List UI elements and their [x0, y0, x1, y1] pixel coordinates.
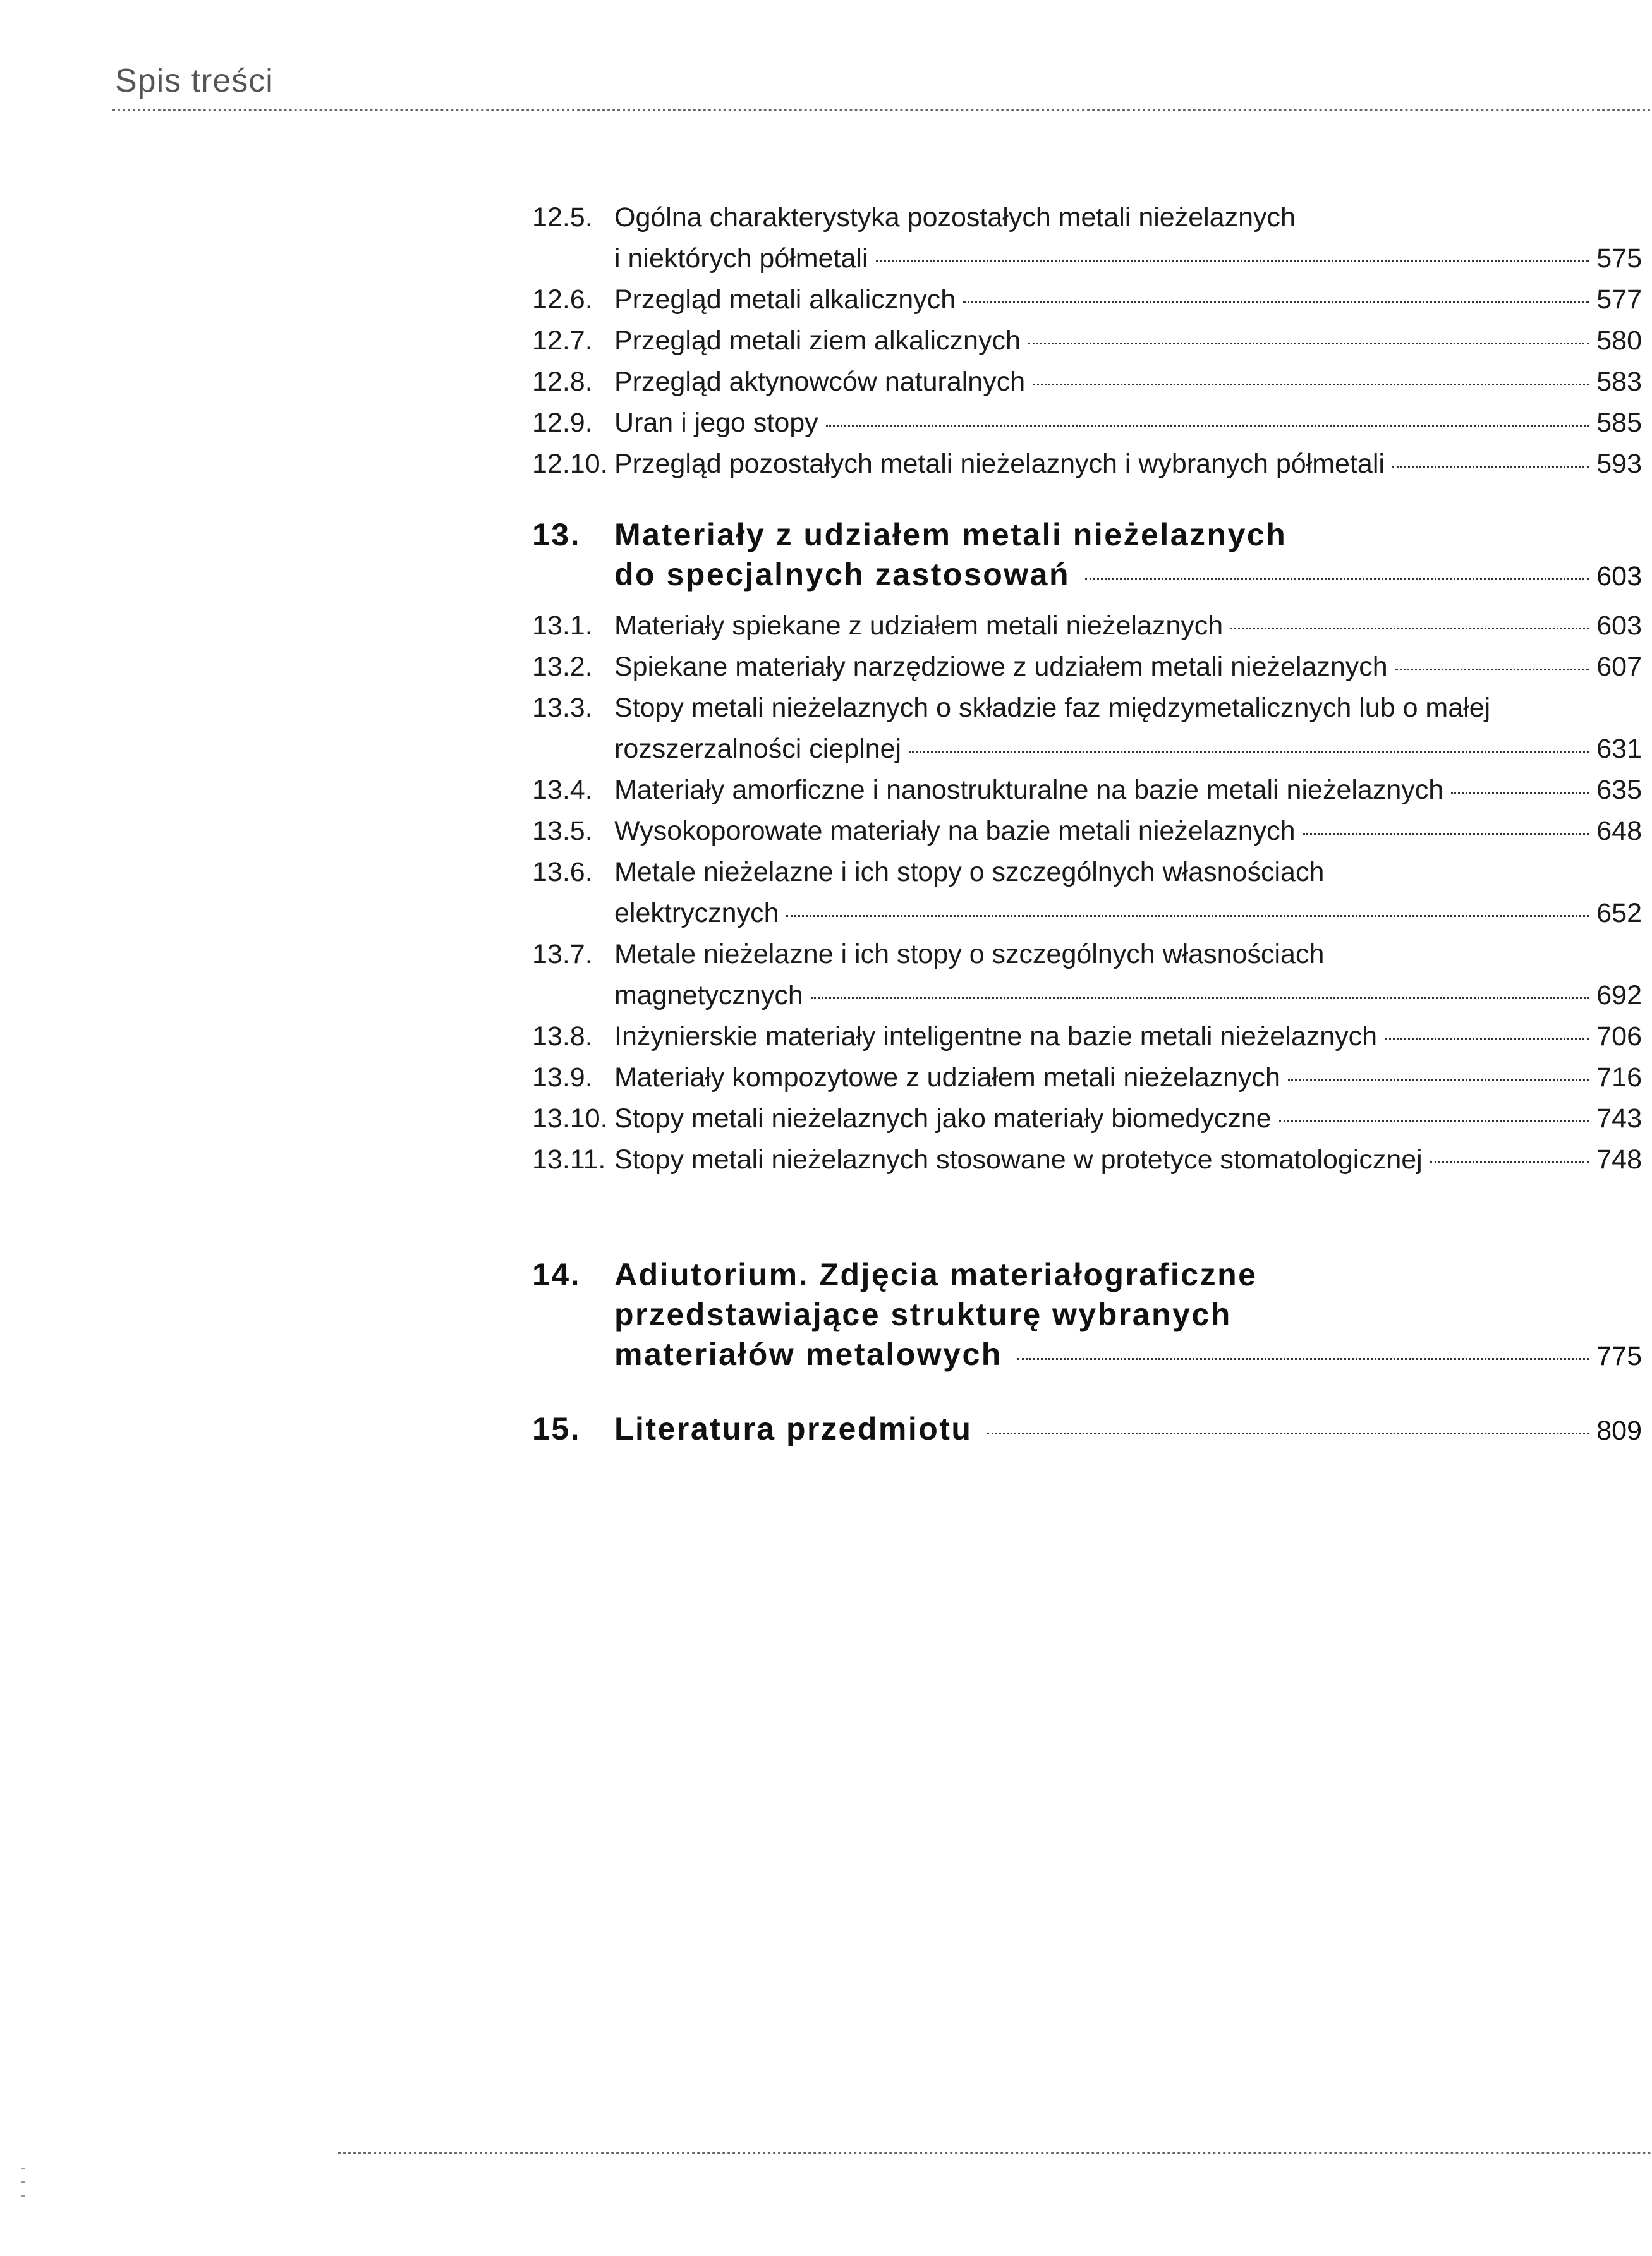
table-of-contents [532, 197, 1642, 1451]
dot-leader [1385, 1038, 1589, 1040]
toc-section-entry[interactable] [532, 197, 1642, 279]
entry-number: 13.2. [532, 652, 593, 682]
dot-leader [1392, 466, 1589, 468]
entry-title: Inżynierskie materiały inteligentne na bazie metali nieżelaznych [614, 1021, 1378, 1052]
toc-section-entry[interactable] [532, 811, 1642, 852]
entry-title: Materiały kompozytowe z udziałem metali nieżelaznych [614, 1062, 1280, 1093]
page-number: 575 [1596, 243, 1642, 274]
toc-section-entry[interactable] [532, 1016, 1642, 1057]
entry-number: 13.5. [532, 816, 593, 846]
toc-section-entry[interactable] [532, 1057, 1642, 1098]
dot-leader [1279, 1120, 1589, 1122]
dot-leader [1430, 1161, 1589, 1163]
entry-title: do specjalnych zastosowań [614, 557, 1071, 592]
entry-number: 13.1. [532, 610, 593, 641]
toc-section-entry[interactable] [532, 1139, 1642, 1180]
entry-number: 13.8. [532, 1021, 593, 1052]
entry-number: 13. [532, 517, 581, 552]
entry-title: Przegląd metali alkalicznych [614, 284, 956, 315]
entry-number: 12.5. [532, 202, 593, 233]
entry-title: Metale nieżelazne i ich stopy o szczególnych własnościach [614, 939, 1325, 969]
dot-leader [1033, 384, 1589, 385]
toc-section-entry[interactable] [532, 770, 1642, 811]
dot-leader [1451, 792, 1589, 794]
dot-leader [1085, 578, 1589, 580]
entry-number: 12.8. [532, 367, 593, 397]
page-number: 648 [1596, 816, 1642, 846]
toc-chapter-entry[interactable] [532, 1255, 1642, 1376]
toc-section-entry[interactable] [532, 1098, 1642, 1139]
page-number: 593 [1596, 449, 1642, 479]
entry-title: Wysokoporowate materiały na bazie metali nieżelaznych [614, 816, 1296, 846]
toc-chapter-entry[interactable] [532, 1409, 1642, 1451]
entry-number: 13.10. [532, 1103, 608, 1134]
entry-number: 13.7. [532, 939, 593, 969]
dot-leader [1288, 1079, 1589, 1081]
entry-title: magnetycznych [614, 980, 803, 1010]
entry-number: 12.10. [532, 449, 608, 479]
page-number: 652 [1596, 898, 1642, 928]
page-number: 577 [1596, 284, 1642, 315]
toc-section-entry[interactable] [532, 361, 1642, 403]
margin-marks [21, 2168, 27, 2209]
running-header-title: Spis treści [115, 63, 274, 99]
toc-section-entry[interactable] [532, 688, 1642, 770]
toc-section-entry[interactable] [532, 320, 1642, 361]
dot-leader [1395, 669, 1589, 670]
header-dotted-rule [112, 109, 1652, 111]
entry-title: rozszerzalności cieplnej [614, 734, 902, 764]
entry-number: 12.7. [532, 325, 593, 356]
entry-title: Metale nieżelazne i ich stopy o szczególnych własnościach [614, 857, 1325, 887]
entry-number: 14. [532, 1257, 581, 1292]
entry-title: Literatura przedmiotu [614, 1411, 973, 1446]
toc-section-entry[interactable] [532, 934, 1642, 1016]
page-number: 743 [1596, 1103, 1642, 1134]
page-number: 748 [1596, 1144, 1642, 1175]
entry-title: Ogólna charakterystyka pozostałych metali nieżelaznych [614, 202, 1296, 233]
dot-leader [963, 301, 1589, 303]
dot-leader [1303, 833, 1589, 835]
dot-leader [1017, 1358, 1589, 1360]
entry-title: Materiały amorficzne i nanostrukturalne na bazie metali nieżelaznych [614, 775, 1444, 805]
entry-title: Stopy metali nieżelaznych stosowane w protetyce stomatologicznej [614, 1144, 1423, 1175]
dot-leader [876, 260, 1589, 262]
dot-leader [811, 997, 1589, 999]
dot-leader [909, 751, 1589, 753]
entry-title: Materiały spiekane z udziałem metali nieżelaznych [614, 610, 1224, 641]
page-number: 692 [1596, 980, 1642, 1010]
entry-title: elektrycznych [614, 898, 779, 928]
page-number: 583 [1596, 367, 1642, 397]
page-number: 635 [1596, 775, 1642, 805]
page-number: 580 [1596, 325, 1642, 356]
entry-title: Przegląd aktynowców naturalnych [614, 367, 1026, 397]
entry-title: Uran i jego stopy [614, 408, 818, 438]
page-number: 603 [1596, 561, 1642, 591]
entry-number: 13.9. [532, 1062, 593, 1093]
entry-title: Przegląd metali ziem alkalicznych [614, 325, 1021, 356]
entry-title: Stopy metali nieżelaznych jako materiały biomedyczne [614, 1103, 1272, 1134]
page-number: 603 [1596, 610, 1642, 641]
toc-chapter-entry[interactable] [532, 515, 1642, 597]
toc-section-entry[interactable] [532, 646, 1642, 688]
dot-leader [1230, 628, 1589, 629]
toc-section-entry[interactable] [532, 403, 1642, 444]
toc-section-entry[interactable] [532, 852, 1642, 934]
entry-title: Spiekane materiały narzędziowe z udziałem metali nieżelaznych [614, 652, 1388, 682]
entry-title: Stopy metali nieżelaznych o składzie faz międzymetalicznych lub o małej [614, 693, 1491, 723]
dot-leader [987, 1433, 1589, 1434]
entry-title: materiałów metalowych [614, 1337, 1002, 1372]
entry-title: i niektórych półmetali [614, 243, 868, 274]
entry-title: Przegląd pozostałych metali nieżelaznych i wybranych półmetali [614, 449, 1385, 479]
page-number: 775 [1596, 1341, 1642, 1371]
entry-title: Materiały z udziałem metali nieżelaznych [614, 517, 1287, 552]
entry-number: 13.3. [532, 693, 593, 723]
entry-number: 13.4. [532, 775, 593, 805]
page-number: 809 [1596, 1416, 1642, 1446]
entry-number: 15. [532, 1411, 581, 1446]
entry-number: 13.11. [532, 1144, 606, 1175]
page-number: 716 [1596, 1062, 1642, 1093]
toc-section-entry[interactable] [532, 444, 1642, 485]
dot-leader [1028, 343, 1589, 344]
toc-section-entry[interactable] [532, 279, 1642, 320]
dot-leader [826, 425, 1589, 427]
entry-number: 13.6. [532, 857, 593, 887]
page-number: 585 [1596, 408, 1642, 438]
footer-dotted-rule [338, 2152, 1652, 2154]
page-number: 607 [1596, 652, 1642, 682]
page-number: 631 [1596, 734, 1642, 764]
entry-number: 12.9. [532, 408, 593, 438]
entry-number: 12.6. [532, 284, 593, 315]
entry-title: przedstawiające strukturę wybranych [614, 1297, 1232, 1332]
toc-section-entry[interactable] [532, 605, 1642, 646]
page-number: 706 [1596, 1021, 1642, 1052]
entry-title: Adiutorium. Zdjęcia materiałograficzne [614, 1257, 1258, 1292]
dot-leader [786, 915, 1589, 917]
